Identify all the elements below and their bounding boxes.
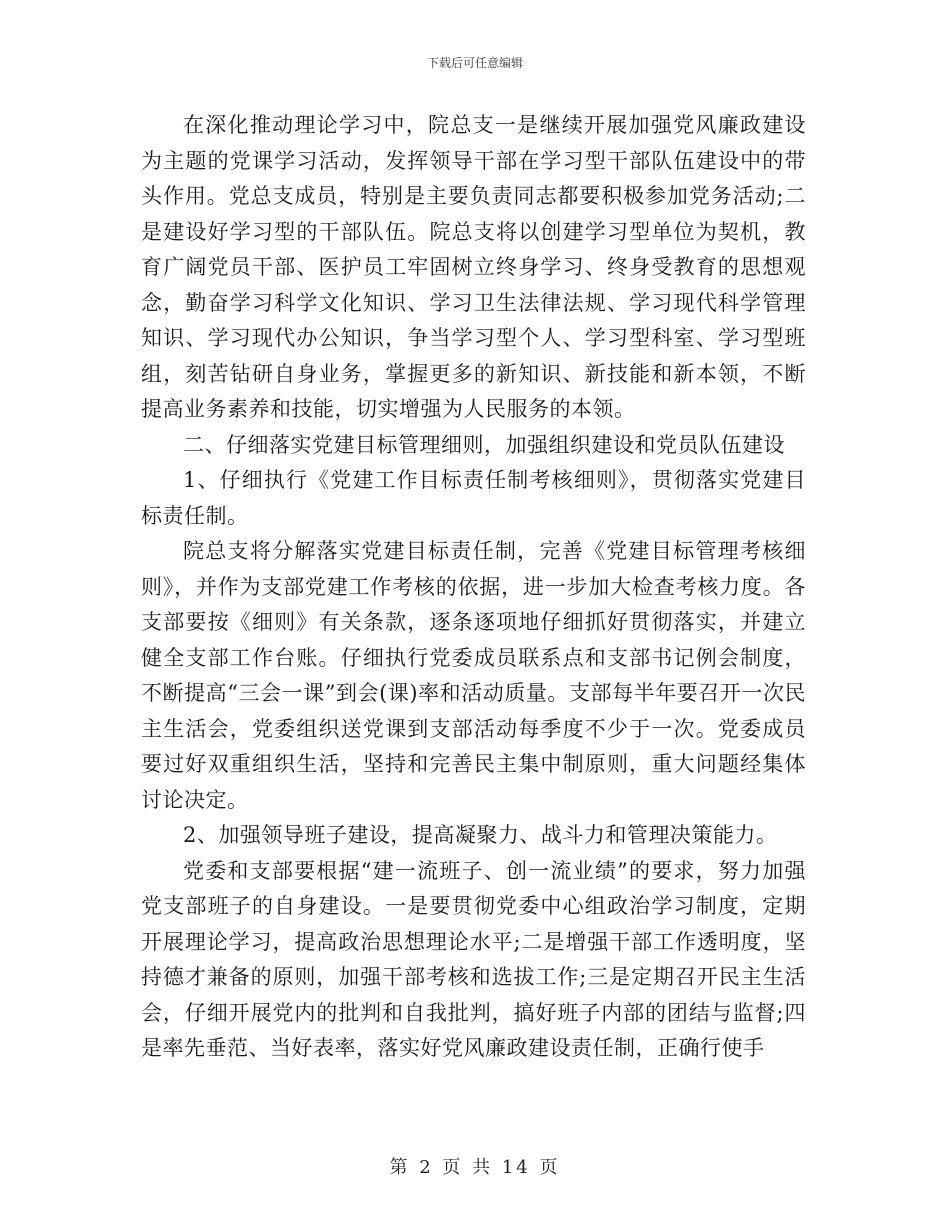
paragraph-theory-study: 在深化推动理论学习中，院总支一是继续开展加强党风廉政建设为主题的党课学习活动，发挥领导干部在学习型干部队伍建设中的带头作用。党总支成员，特别是主要负责同志都要积极参加党务活动;二是建设好学习型的干部队伍。院总支将以创建学习型单位为契机，教育广阔党员干部、医护员工牢固树立终身学习、终身受教育的思想观念，勤奋学习科学文化知识、学习卫生法律法规、学习现代科学管理知识、学习现代办公知识，争当学习型个人、学习型科室、学习型班组，刻苦钻研自身业务，掌握更多的新知识、新技能和新本领，不断提高业务素养和技能，切实增强为人民服务的本领。 — [141, 113, 806, 421]
subheading-1: 1、仔细执行《党建工作目标责任制考核细则》，贯彻落实党建目标责任制。 — [141, 468, 806, 528]
paragraph-leadership: 党委和支部要根据“建一流班子、创一流业绩”的要求，努力加强党支部班子的自身建设。一是要贯彻党委中心组政治学习制度，定期开展理论学习，提高政治思想理论水平;二是增强干部工作透明度，坚持德才兼备的原则，加强干部考核和选拔工作;三是定期召开民主生活会，仔细开展党内的批判和自我批判，搞好班子内部的团结与监督;四是率先垂范、当好表率，落实好党风廉政建设责任制，正确行使手 — [141, 858, 806, 1060]
paragraph-target-responsibility: 院总支将分解落实党建目标责任制，完善《党建目标管理考核细则》，并作为支部党建工作考核的依据，进一步加大检查考核力度。各支部要按《细则》有关条款，逐条逐项地仔细抓好贯彻落实，并建立健全支部工作台账。仔细执行党委成员联系点和支部书记例会制度，不断提高“三会一课”到会(课)率和活动质量。支部每半年要召开一次民主生活会，党委组织送党课到支部活动每季度不少于一次。党委成员要过好双重组织生活，坚持和完善民主集中制原则，重大问题经集体讨论决定。 — [141, 539, 806, 812]
header-note: 下载后可任意编辑 — [426, 56, 523, 70]
subheading-2: 2、加强领导班子建设，提高凝聚力、战斗力和管理决策能力。 — [183, 823, 778, 847]
section-heading-2: 二、仔细落实党建目标管理细则，加强组织建设和党员队伍建设 — [183, 432, 785, 457]
page-number-footer: 第 2 页 共 14 页 — [389, 1157, 561, 1178]
document-body — [141, 108, 806, 1067]
